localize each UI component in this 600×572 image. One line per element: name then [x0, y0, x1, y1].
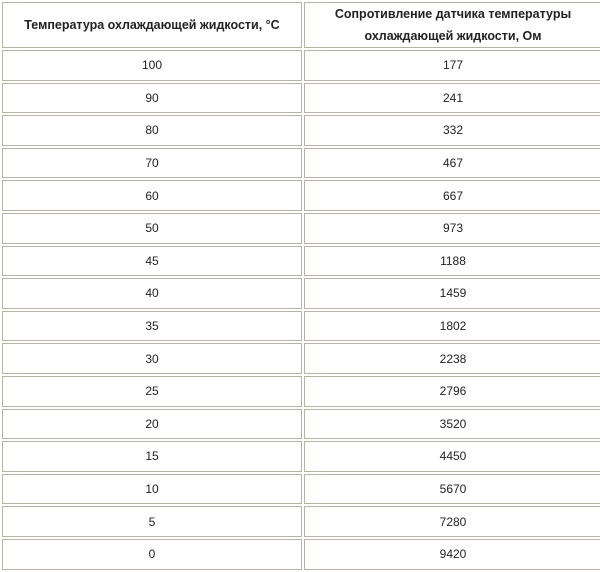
temperature-cell: 70	[2, 148, 302, 179]
table-row	[2, 506, 600, 537]
temperature-cell: 45	[2, 246, 302, 277]
table-row	[2, 311, 600, 342]
temperature-cell: 5	[2, 506, 302, 537]
header-temperature: Температура охлаждающей жидкости, °С	[2, 2, 302, 48]
table-row	[2, 376, 600, 407]
header-resistance: Сопротивление датчика температуры охлаждающей жидкости, Ом	[304, 2, 600, 48]
resistance-cell: 467	[304, 148, 600, 179]
temperature-cell: 20	[2, 409, 302, 440]
temperature-cell: 25	[2, 376, 302, 407]
table-row	[2, 213, 600, 244]
table-row	[2, 180, 600, 211]
table-row	[2, 246, 600, 277]
table-body	[2, 50, 600, 570]
table-row	[2, 115, 600, 146]
resistance-cell: 2238	[304, 343, 600, 374]
temperature-cell: 35	[2, 311, 302, 342]
temperature-cell: 80	[2, 115, 302, 146]
resistance-cell: 9420	[304, 539, 600, 570]
table-row	[2, 278, 600, 309]
resistance-cell: 2796	[304, 376, 600, 407]
resistance-cell: 1802	[304, 311, 600, 342]
table-row	[2, 441, 600, 472]
temperature-cell: 60	[2, 180, 302, 211]
table-row	[2, 343, 600, 374]
resistance-cell: 973	[304, 213, 600, 244]
table-row	[2, 148, 600, 179]
resistance-cell: 5670	[304, 474, 600, 505]
table-row	[2, 50, 600, 81]
resistance-cell: 177	[304, 50, 600, 81]
header-row	[2, 2, 600, 48]
resistance-cell: 3520	[304, 409, 600, 440]
temperature-cell: 15	[2, 441, 302, 472]
resistance-cell: 667	[304, 180, 600, 211]
table-row	[2, 474, 600, 505]
resistance-cell: 1459	[304, 278, 600, 309]
temperature-cell: 90	[2, 83, 302, 114]
temperature-cell: 0	[2, 539, 302, 570]
temperature-cell: 30	[2, 343, 302, 374]
resistance-cell: 241	[304, 83, 600, 114]
temperature-cell: 10	[2, 474, 302, 505]
table-row	[2, 539, 600, 570]
resistance-cell: 1188	[304, 246, 600, 277]
table-row	[2, 83, 600, 114]
temperature-cell: 50	[2, 213, 302, 244]
temperature-cell: 100	[2, 50, 302, 81]
resistance-cell: 4450	[304, 441, 600, 472]
table-row	[2, 409, 600, 440]
resistance-cell: 332	[304, 115, 600, 146]
temperature-cell: 40	[2, 278, 302, 309]
resistance-cell: 7280	[304, 506, 600, 537]
table-header	[2, 2, 600, 48]
